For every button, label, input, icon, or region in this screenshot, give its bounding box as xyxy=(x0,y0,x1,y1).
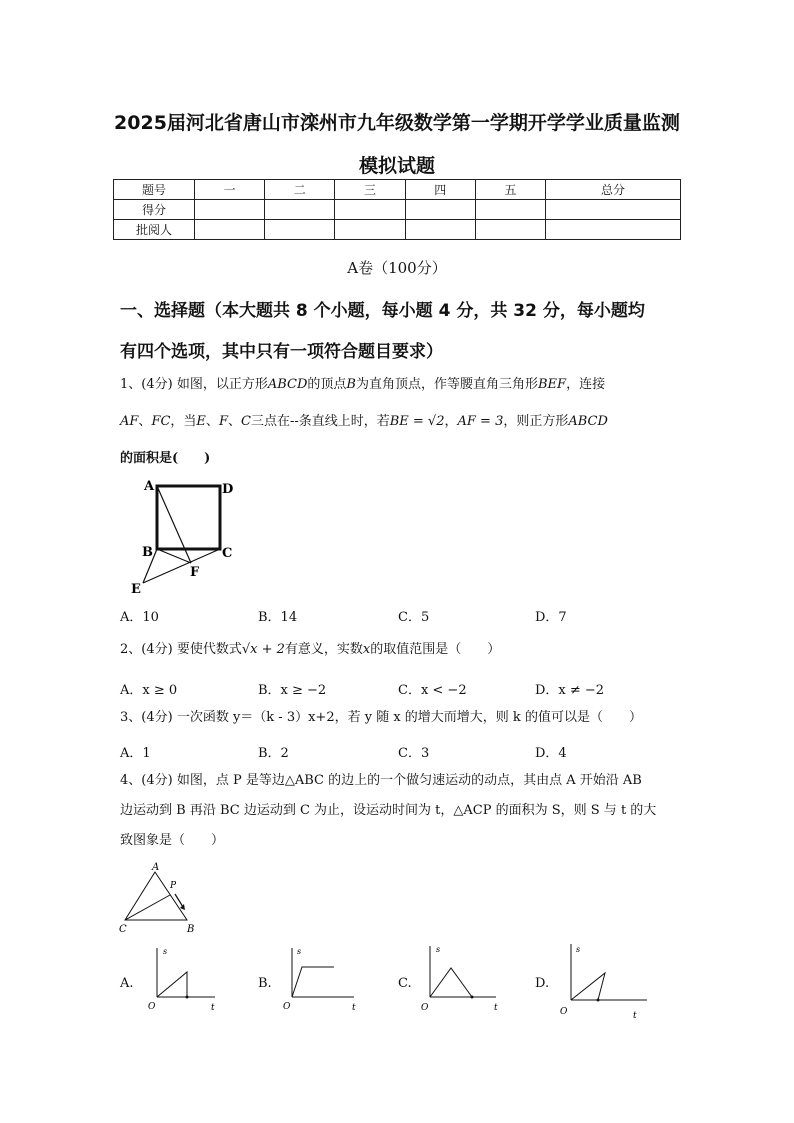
q2-option-b[interactable]: B．x ≥ −2 xyxy=(258,683,327,698)
q4-triangle-figure xyxy=(117,860,202,938)
q1-math: B xyxy=(346,377,356,392)
label-c: C xyxy=(222,546,233,561)
score-cell[interactable] xyxy=(195,200,265,220)
label-b: B xyxy=(187,924,195,935)
q1-math: F xyxy=(218,414,228,429)
q3-text: 3、(4分) 一次函数 y＝（k - 3）x+2，若 y 随 x 的增大而增大，则 k 的值可以是（ ） xyxy=(120,710,642,725)
q1-figure xyxy=(125,475,245,600)
q1-text: 三点在--条直线上时，若 xyxy=(250,414,390,429)
axis-label-s: s xyxy=(436,945,441,954)
score-table-header: 二 xyxy=(265,180,335,200)
q1-option-c[interactable]: C．5 xyxy=(398,610,430,625)
origin-label: O xyxy=(283,1002,291,1012)
q1-math: C xyxy=(240,414,251,429)
q1-text: ， xyxy=(444,414,458,429)
q1-option-a[interactable]: A．10 xyxy=(120,610,159,625)
square-abcd xyxy=(157,486,220,549)
q1-option-b[interactable]: B．14 xyxy=(258,610,298,625)
score-table-header-row xyxy=(114,180,681,200)
score-table-row-label: 得分 xyxy=(114,200,195,220)
q3-option-c[interactable]: C．3 xyxy=(398,746,430,761)
q1-option-d[interactable]: D．7 xyxy=(535,610,567,625)
score-cell[interactable] xyxy=(546,220,681,240)
q1-line3: 的面积是( ) xyxy=(120,451,211,466)
score-table-header: 总分 xyxy=(546,180,681,200)
axis-label-t: t xyxy=(494,1003,498,1013)
q4-graph-d xyxy=(555,940,653,1022)
origin-label: O xyxy=(421,1003,429,1013)
score-table-row xyxy=(114,220,681,240)
label-a: A xyxy=(152,862,160,873)
q2-text-part: 有意义，实数 xyxy=(284,642,363,657)
graph-curve xyxy=(571,973,605,1000)
q1-line1 xyxy=(120,376,680,394)
score-cell[interactable] xyxy=(265,220,335,240)
score-table-header: 题号 xyxy=(114,180,195,200)
label-a: A xyxy=(144,479,155,494)
q1-text: ，连接 xyxy=(566,377,606,392)
q1-math: BEF xyxy=(537,377,567,392)
q2-text-part: 2、(4分) 要使代数式 xyxy=(120,642,242,657)
score-cell[interactable] xyxy=(546,200,681,220)
paper-section-label: A卷（100分） xyxy=(347,259,447,277)
q2-text xyxy=(120,641,680,659)
arrow-head-icon xyxy=(180,904,185,910)
q4-option-c[interactable]: C. xyxy=(398,976,412,991)
q1-line2 xyxy=(120,413,680,431)
q1-math: AF xyxy=(120,414,139,429)
q2-variable: x xyxy=(362,642,371,657)
q4-option-b[interactable]: B. xyxy=(258,976,272,991)
q4-line2: 边运动到 B 再沿 BC 边运动到 C 为止，设运动时间为 t，△ACP 的面积为 S，则 S 与 t 的大 xyxy=(120,803,657,818)
q1-text: 为直角顶点，作等腰直角三角形 xyxy=(355,377,538,392)
q1-text: 、 xyxy=(227,414,241,429)
score-cell[interactable] xyxy=(335,200,405,220)
q1-text: ，当 xyxy=(170,414,197,429)
graph-curve xyxy=(292,967,334,997)
q4-graph-c xyxy=(416,940,504,1018)
q1-math: E xyxy=(196,414,206,429)
segment-cp xyxy=(125,895,170,920)
motion-arrow xyxy=(175,894,183,907)
q4-option-a[interactable]: A. xyxy=(120,976,134,991)
q1-text: 1、(4分) 如图，以正方形 xyxy=(120,377,268,392)
axis-label-s: s xyxy=(163,947,168,956)
q4-line1: 4、(4分) 如图，点 P 是等边△ABC 的边上的一个做匀速运动的动点，其由点 A 开始沿 AB xyxy=(120,773,642,788)
label-c: C xyxy=(119,924,127,935)
q2-option-a[interactable]: A．x ≥ 0 xyxy=(120,683,178,698)
score-table-row-label: 批阅人 xyxy=(114,220,195,240)
q1-text: 、 xyxy=(205,414,219,429)
q3-option-a[interactable]: A．1 xyxy=(120,746,151,761)
score-cell[interactable] xyxy=(475,220,545,240)
score-cell[interactable] xyxy=(335,220,405,240)
graph-curve xyxy=(157,972,187,997)
page-title-line1: 2025届河北省唐山市滦州市九年级数学第一学期开学学业质量监测 xyxy=(114,112,680,134)
axis-label-s: s xyxy=(576,945,581,954)
score-table-header: 四 xyxy=(405,180,475,200)
q2-option-c[interactable]: C．x < −2 xyxy=(398,683,467,698)
score-cell[interactable] xyxy=(195,220,265,240)
q2-expression: √x + 2 xyxy=(241,642,285,657)
label-b: B xyxy=(142,545,153,560)
score-table-header: 一 xyxy=(195,180,265,200)
section-heading-line2: 有四个选项，其中只有一项符合题目要求） xyxy=(120,342,443,362)
q1-math: BE = √2 xyxy=(389,414,445,429)
q4-graph-a xyxy=(143,942,223,1020)
q1-math: ABCD xyxy=(267,377,308,392)
triangle-abc xyxy=(125,872,187,920)
score-table-header: 三 xyxy=(335,180,405,200)
axis-label-t: t xyxy=(211,1003,215,1013)
q3-option-d[interactable]: D．4 xyxy=(535,746,567,761)
q1-text: 的顶点 xyxy=(307,377,347,392)
q1-math: ABCD xyxy=(568,414,608,429)
graph-curve xyxy=(430,968,472,997)
label-e: E xyxy=(131,582,141,597)
axis-label-s: s xyxy=(297,947,302,956)
label-d: D xyxy=(222,482,234,497)
score-cell[interactable] xyxy=(405,200,475,220)
score-table-header: 五 xyxy=(475,180,545,200)
q1-math: AF = 3 xyxy=(457,414,504,429)
axis-label-t: t xyxy=(352,1003,356,1013)
label-f: F xyxy=(190,565,200,580)
q1-text: 、 xyxy=(138,414,152,429)
section-heading-line1: 一、选择题（本大题共 8 个小题，每小题 4 分，共 32 分，每小题均 xyxy=(120,301,645,321)
q4-line3: 致图象是（ ） xyxy=(120,833,225,848)
q2-option-d[interactable]: D．x ≠ −2 xyxy=(535,683,605,698)
q2-text-part: 的取值范围是（ ） xyxy=(370,642,501,657)
q1-math: FC xyxy=(151,414,171,429)
origin-label: O xyxy=(148,1002,156,1012)
origin-label: O xyxy=(560,1007,568,1017)
label-p: P xyxy=(170,881,177,891)
score-table xyxy=(113,179,681,240)
score-cell[interactable] xyxy=(265,200,335,220)
q3-option-b[interactable]: B．2 xyxy=(258,746,289,761)
page-title-line2: 模拟试题 xyxy=(358,155,435,177)
score-cell[interactable] xyxy=(405,220,475,240)
q4-option-d[interactable]: D. xyxy=(535,976,550,991)
q4-graph-b xyxy=(278,942,363,1020)
q1-text: ，则正方形 xyxy=(503,414,569,429)
score-table-row xyxy=(114,200,681,220)
axis-label-t: t xyxy=(633,1011,637,1021)
score-cell[interactable] xyxy=(475,200,545,220)
